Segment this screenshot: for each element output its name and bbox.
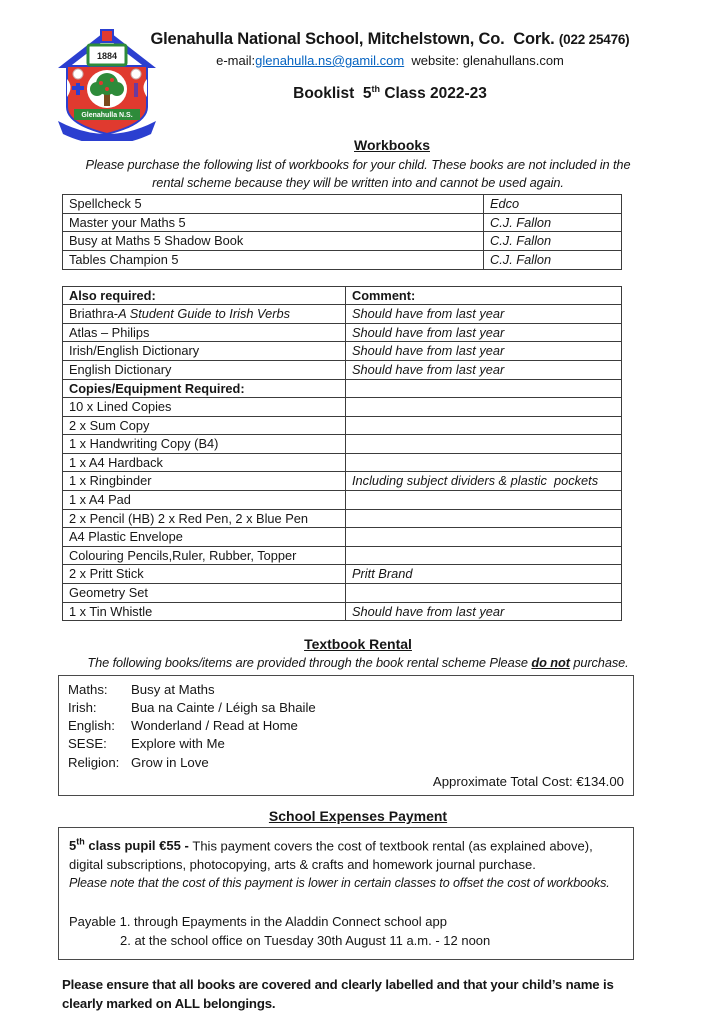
table-row [63,305,622,324]
workbooks-intro [62,156,654,191]
payment-amount [69,838,192,853]
table-row [63,491,622,510]
briathra-prefix: Briathra- [69,306,119,322]
book-title: Bua na Cainte / Léigh sa Bhaile [131,699,316,715]
textbook-rental-heading: Textbook Rental [304,636,412,653]
title-superscript: th [371,84,381,94]
item-cell: 2 x Sum Copy [63,416,346,435]
title-post: Class 2022-23 [380,85,487,103]
table-row [63,323,622,342]
comment-cell [346,435,622,454]
comment-cell [346,453,622,472]
table-row [63,453,622,472]
book-title: Grow in Love [131,754,209,770]
footer-line1: Please ensure that all books are covered and clearly labelled and that your child’s name is [62,977,614,993]
workbooks-table [62,194,622,269]
table-row [63,509,622,528]
table-header-row [63,286,622,305]
crest-year: 1884 [96,51,118,61]
contact-line [64,53,716,68]
table-row [63,584,622,603]
payment-lead-line [69,833,623,855]
table-row [63,602,622,621]
rental-intro-pre: The following books/items are provided through the book rental scheme Please [87,655,532,671]
book-title: Explore with Me [131,736,225,752]
lead-pre: 5 [69,838,77,854]
email-label: e-mail: [216,53,256,68]
comment-cell: Should have from last year [346,323,622,342]
workbooks-intro-line1: Please purchase the following list of workbooks for your child. These books are not included in the [85,157,631,173]
subject-label: Maths: [68,681,108,697]
subject-label: English: [68,718,115,734]
rental-item [68,681,624,699]
rental-item [68,699,624,717]
item-cell: 10 x Lined Copies [63,398,346,417]
item-cell: 1 x A4 Pad [63,491,346,510]
publisher-cell: C.J. Fallon [484,213,622,232]
publisher-cell: C.J. Fallon [484,232,622,251]
item-cell: Spellcheck 5 [63,195,484,214]
comment-cell [346,379,622,398]
rental-item [68,754,624,772]
table-row [63,546,622,565]
table-row [63,360,622,379]
comment-cell: Should have from last year [346,602,622,621]
comment-cell: Should have from last year [346,305,622,324]
item-cell: 1 x Handwriting Copy (B4) [63,435,346,454]
comment-cell [346,528,622,547]
comment-cell [346,509,622,528]
payment-body-line1: This payment covers the cost of textbook rental (as explained above), [192,838,593,854]
table-row [63,528,622,547]
item-cell: 1 x Tin Whistle [63,602,346,621]
payment-note: Please note that the cost of this payment is lower in certain classes to offset the cost of workbooks. [69,876,610,891]
publisher-cell: C.J. Fallon [484,250,622,269]
school-name: Glenahulla National School, Mitchelstown, Co. Cork. [150,30,555,48]
rental-box [58,675,634,796]
publisher-cell: Edco [484,195,622,214]
item-cell: Tables Champion 5 [63,250,484,269]
comment-cell: Should have from last year [346,342,622,361]
item-cell: 1 x Ringbinder [63,472,346,491]
briathra-title: A Student Guide to Irish Verbs [118,306,290,322]
also-required-header: Also required: [63,286,346,305]
phone-number: (022 25476) [558,32,630,47]
item-cell [63,305,346,324]
textbook-rental-intro [62,654,654,672]
website-text: website: glenahullans.com [404,53,564,68]
comment-cell [346,416,622,435]
payment-body-line2: digital subscriptions, photocopying, arts & crafts and homework journal purchase. [69,857,536,873]
table-row [63,472,622,491]
table-row [63,398,622,417]
payable-option-2: 2. at the school office on Tuesday 30th August 11 a.m. - 12 noon [120,933,491,949]
table-row [63,250,622,269]
item-cell: A4 Plastic Envelope [63,528,346,547]
lead-post: class pupil €55 - [84,838,193,854]
spacer [69,893,623,912]
school-name-line [64,30,716,49]
item-cell: English Dictionary [63,360,346,379]
rental-intro-post: purchase. [569,655,629,671]
comment-cell [346,584,622,603]
comment-cell [346,546,622,565]
rental-intro-emphasis: do not [531,655,570,671]
item-cell: Copies/Equipment Required: [63,379,346,398]
comment-header: Comment: [346,286,622,305]
comment-cell: Including subject dividers & plastic pockets [346,472,622,491]
item-cell: 1 x A4 Hardback [63,453,346,472]
payment-heading: School Expenses Payment [268,807,448,824]
comment-cell [346,491,622,510]
table-row [63,213,622,232]
payment-box [58,827,634,960]
subject-label: Religion: [68,754,120,770]
rental-item [68,735,624,753]
also-required-table [62,286,622,622]
book-title: Wonderland / Read at Home [131,718,298,734]
email-link[interactable]: glenahulla.ns@gamil.com [255,53,405,68]
subject-label: SESE: [68,736,107,752]
table-row [63,232,622,251]
book-title: Busy at Maths [131,681,215,697]
workbooks-intro-line2: rental scheme because they will be written into and cannot be used again. [152,174,564,190]
item-cell: Colouring Pencils,Ruler, Rubber, Topper [63,546,346,565]
table-row [63,342,622,361]
table-row [63,565,622,584]
school-crest-logo [54,27,160,141]
table-row [63,416,622,435]
table-row [63,195,622,214]
document-body [62,137,654,1013]
comment-cell [346,398,622,417]
item-cell: Geometry Set [63,584,346,603]
item-cell: Irish/English Dictionary [63,342,346,361]
rental-item [68,717,624,735]
item-cell: 2 x Pencil (HB) 2 x Red Pen, 2 x Blue Pen [63,509,346,528]
document-title [64,84,716,103]
item-cell: Busy at Maths 5 Shadow Book [63,232,484,251]
subject-label: Irish: [68,699,97,715]
footer-line2: clearly marked on ALL belongings. [62,995,276,1011]
footer-note [62,976,654,1013]
table-row [63,435,622,454]
comment-cell: Pritt Brand [346,565,622,584]
item-cell: Master your Maths 5 [63,213,484,232]
workbooks-heading: Workbooks [354,137,430,154]
payable-option-1: Payable 1. through Epayments in the Aladdin Connect school app [69,914,447,930]
crest-school-short-name: Glenahulla N.S. [81,112,133,119]
title-pre: Booklist 5 [293,85,372,103]
lead-superscript: th [76,836,85,847]
table-subheader-row [63,379,622,398]
comment-cell: Should have from last year [346,360,622,379]
item-cell: 2 x Pritt Stick [63,565,346,584]
item-cell: Atlas – Philips [63,323,346,342]
approximate-total-cost: Approximate Total Cost: €134.00 [432,773,624,789]
